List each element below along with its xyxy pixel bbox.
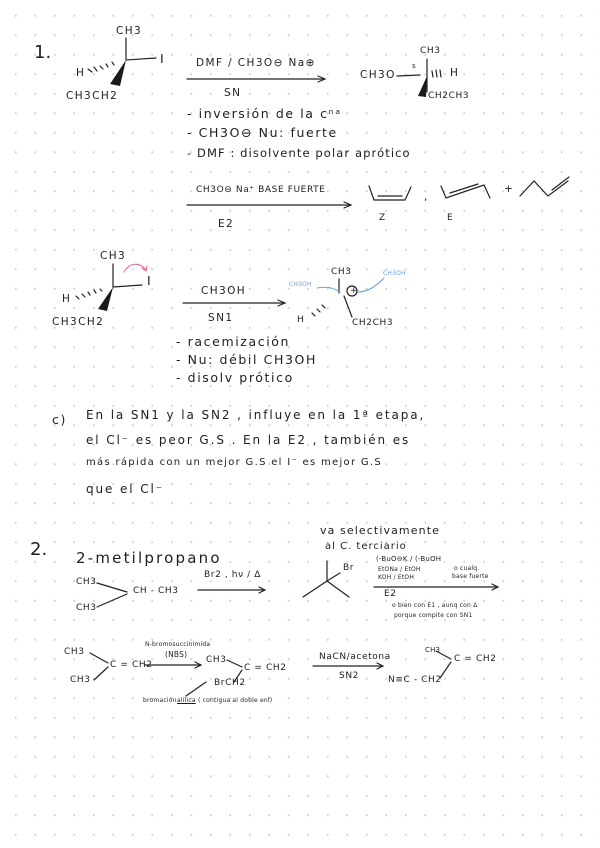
sn1-note-solvent: - disolv prótico [176,370,294,385]
start-ch-ch3: CH - CH3 [133,586,179,596]
note-selective: va selectivamente [320,524,440,537]
wedge-bond [98,287,113,311]
alkene-c-ch2: C = CH2 [110,660,153,670]
bond-line [126,58,156,60]
hash-bond [94,290,96,293]
hash-bond [82,294,85,297]
hash-bond [100,66,103,69]
nitrile-group: N≡C - CH2 [388,675,442,685]
bond-line [97,583,127,592]
bromination-reagent: Br2 , hν / Δ [204,570,262,580]
sn2-reagents: DMF / CH3O⊖ Na⊕ [196,57,316,69]
hash-bond [88,292,90,295]
start-ch3-bottom: CH3 [76,603,97,613]
product-right-group: H [450,67,460,79]
part-c-line-1: En la SN1 y la SN2 , influye en la 1ª etapa, [86,408,426,422]
hash-bond [100,289,102,291]
z-alkene-skeleton [369,186,411,200]
hash-bond [88,69,92,72]
bond-line [94,667,108,680]
hash-bond [317,309,320,312]
charge-circle [347,286,357,296]
hash-bond [440,70,441,77]
start-ch3-top: CH3 [76,577,97,587]
footnote-2: porque compite con SN1 [394,612,473,619]
bond-line [303,581,327,597]
hash-bond [106,64,108,67]
problem-1-number: 1. [34,42,52,63]
allyl-ch3: CH3 [206,655,227,665]
cyanide-mechanism: SN2 [339,671,359,681]
carbocation-bottom-group: CH2CH3 [352,318,394,328]
bond-line [234,670,242,682]
sn2-note-solvent: - DMF : disolvente polar aprótico [187,146,411,160]
sn1-reagent: CH3OH [201,285,247,297]
e2-reagents: CH3O⊖ Na⁺ BASE FUERTE [196,185,326,195]
alkene-ch3-bottom: CH3 [70,675,91,685]
part-c-label: c) [52,412,67,427]
alkene-ch3-top: CH3 [64,647,85,657]
allyl-brch2: BrCH2 [214,678,246,688]
isomer-z-label: Z [379,213,386,223]
footnote-1: o bien con E1 , aunq con Δ [392,602,478,609]
hash-bond [432,71,433,77]
part-c-line-3: más rápida con un mejor G.S el I⁻ es mejor G.S [86,457,383,468]
reactant-bottom-group: CH3CH2 [66,90,119,102]
hash-bond [322,305,325,308]
base-reagents-2: EtONa / EtOH [378,566,421,573]
e2-plus-sign: + [504,183,515,195]
compound-name: 2-metilpropano [76,549,222,567]
product-stereo-label: s [412,62,416,70]
bromination-note-3: ( contigua al doble enl) [198,697,273,704]
bromide-label: Br [343,563,355,573]
bond-line [327,581,349,597]
hash-bond [76,296,79,299]
base-reagents-3: KOH / EtOH [378,574,415,581]
hash-bond [94,67,97,71]
bond-line [344,296,352,317]
bond-line [440,662,451,678]
reactant-halogen: I [160,51,166,66]
bond-line [113,285,142,287]
e2-comma: , [424,191,429,203]
part-c-line-4: que el Cl⁻ [86,482,164,496]
sn1-reactant-left-group: H [62,293,72,305]
double-bond [552,177,569,190]
sn1-reactant-top-group: CH3 [100,250,127,262]
bond-line [397,75,420,76]
note-tertiary: al C. terciario [325,541,407,552]
sn1-mechanism: SN1 [208,312,234,324]
part-c-line-2: el Cl⁻ es peor G.S . En la E2 , también es [86,433,411,447]
attack-right-label: CH3OH [383,270,406,277]
bromination-note-1: bromación [143,697,177,704]
nucleophile-attack-arrow [317,287,340,292]
hash-bond [436,70,437,77]
carbocation-top-group: CH3 [331,267,352,277]
bromination-note-2: alílica [177,697,196,704]
bond-line [90,653,108,663]
product-bottom-group: CH2CH3 [428,91,470,101]
reactant-top-group: CH3 [116,25,143,37]
nbs-name: N-bromosuccinimida [145,641,211,648]
allyl-c-ch2: C = CH2 [244,663,287,673]
pointer-arrow [186,682,206,696]
base-reagents-1: (-BuO⊖K / (-BuOH [376,555,442,563]
nitrile-c-ch2: C = CH2 [454,654,497,664]
wedge-bond [418,76,427,97]
wedge-bond [110,60,126,86]
hash-bond [312,313,315,316]
sn1-reactant-bottom-group: CH3CH2 [52,316,105,328]
sn1-note-racemization: - racemización [176,334,291,349]
nbs-abbreviation: (NBS) [165,650,188,659]
product-left-group: CH3O [360,69,396,81]
isomer-e-label: E [447,213,454,223]
sn1-reactant-halogen: I [147,273,153,288]
carbocation-charge: + [350,286,359,296]
e2-label-2: E2 [384,589,397,599]
e2-mechanism: E2 [218,218,235,230]
hash-bond [112,62,114,65]
product-top-group: CH3 [420,46,441,56]
carbocation-left-group: H [297,315,305,325]
nucleophile-attack-arrow [358,278,384,292]
sn1-note-nucleophile: - Nu: débil CH3OH [176,352,317,367]
bond-line [436,651,451,659]
attack-left-label: CH3OH [289,281,312,288]
base-aside-2: base fuerte [452,573,489,580]
bond-line [227,660,242,667]
nitrile-ch3: CH3 [425,646,441,654]
sn2-note-nucleophile: - CH3O⊖ Nu: fuerte [187,125,338,140]
reactant-left-group: H [76,67,86,79]
sn2-mechanism: SN [224,87,242,99]
e-alkene-skeleton [441,185,490,198]
sn2-note-inversion: - inversión de la cⁿᵃ [187,106,342,121]
bond-line [327,573,340,581]
cyanide-reagent: NaCN/acetona [319,652,391,662]
problem-2-number: 2. [30,539,48,560]
bond-line [97,594,127,607]
base-aside-1: o cualq. [454,565,480,572]
